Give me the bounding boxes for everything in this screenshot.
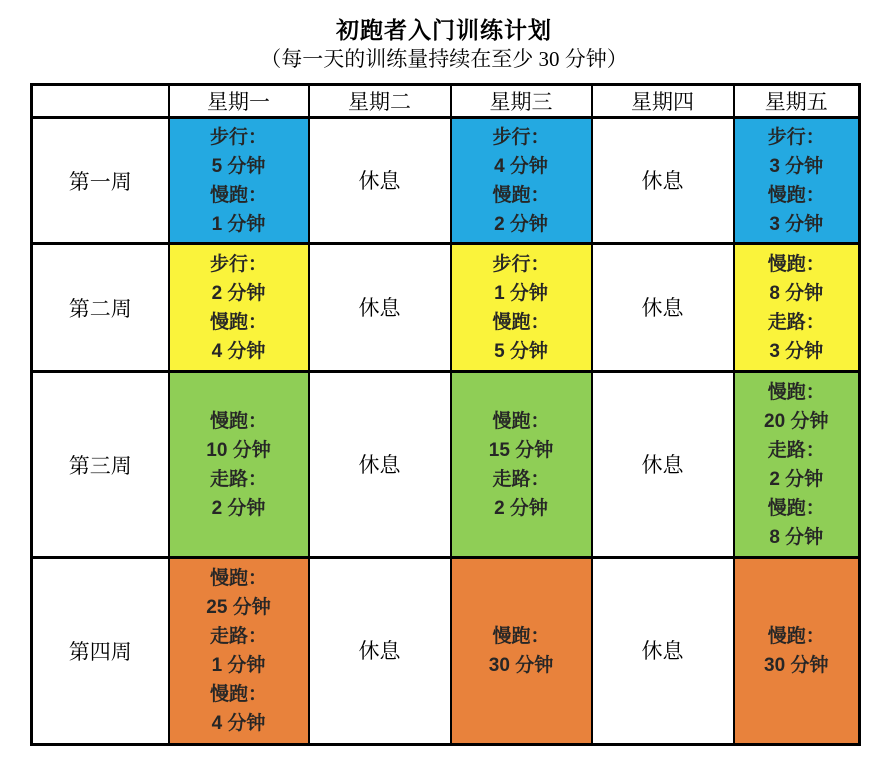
cell-line: 1 分钟 [494, 282, 548, 304]
activity-cell [169, 244, 309, 372]
cell-line: 休息 [358, 295, 401, 320]
activity-cell [451, 244, 592, 372]
day-header-monday: 星期一 [169, 85, 309, 118]
rest-cell [592, 558, 734, 745]
cell-line: 走路： [767, 311, 825, 333]
cell-line: 慢跑： [492, 184, 550, 206]
activity-cell [169, 558, 309, 745]
cell-line: 步行： [767, 126, 825, 148]
cell-line: 走路： [492, 468, 550, 490]
cell-line: 3 分钟 [769, 213, 824, 235]
activity-cell [734, 558, 860, 745]
cell-line: 慢跑： [767, 381, 825, 403]
cell-line: 15 分钟 [488, 439, 554, 461]
activity-cell [734, 372, 860, 558]
cell-line: 25 分钟 [206, 597, 271, 618]
day-header-thursday: 星期四 [592, 85, 734, 118]
cell-line: 休息 [641, 168, 684, 193]
cell-line: 慢跑： [209, 410, 267, 432]
table-body [32, 118, 860, 745]
cell-line: 3 分钟 [769, 340, 824, 362]
cell-line: 1 分钟 [211, 213, 266, 235]
rest-cell [309, 372, 451, 558]
cell-line: 8 分钟 [769, 282, 824, 304]
rest-cell [309, 558, 451, 745]
cell-line: 慢跑： [767, 184, 825, 206]
day-header-friday: 星期五 [734, 85, 860, 118]
cell-line: 慢跑： [209, 311, 267, 333]
activity-cell [169, 118, 309, 244]
cell-line: 8 分钟 [769, 526, 824, 548]
rest-cell [592, 118, 734, 244]
activity-cell [734, 118, 860, 244]
cell-line: 休息 [358, 168, 401, 193]
cell-line: 3 分钟 [769, 155, 824, 177]
cell-line: 2 分钟 [769, 468, 824, 490]
table-row [32, 244, 860, 372]
cell-line: 慢跑： [767, 497, 825, 519]
cell-line: 慢跑： [209, 184, 267, 206]
activity-cell [451, 372, 592, 558]
cell-line: 2 分钟 [494, 213, 548, 235]
cell-line: 步行： [209, 126, 267, 148]
cell-line: 慢跑： [767, 253, 825, 275]
activity-cell [734, 244, 860, 372]
cell-line: 慢跑： [209, 568, 267, 589]
day-header-wednesday: 星期三 [451, 85, 592, 118]
rest-cell [592, 244, 734, 372]
cell-line: 休息 [358, 639, 401, 663]
week-label: 第二周 [32, 244, 169, 372]
rest-cell [592, 372, 734, 558]
cell-line: 慢跑： [492, 626, 550, 647]
cell-line: 4 分钟 [211, 713, 266, 734]
cell-line: 1 分钟 [211, 655, 266, 676]
cell-line: 慢跑： [492, 311, 550, 333]
cell-line: 步行： [209, 253, 267, 275]
rest-cell [309, 118, 451, 244]
day-header-tuesday: 星期二 [309, 85, 451, 118]
week-label: 第三周 [32, 372, 169, 558]
cell-line: 步行： [492, 253, 550, 275]
cell-line: 休息 [641, 639, 684, 663]
activity-cell [451, 118, 592, 244]
activity-cell [451, 558, 592, 745]
activity-cell [169, 372, 309, 558]
page-subtitle: （每一天的训练量持续在至少 30 分钟） [260, 47, 628, 71]
cell-line: 5 分钟 [211, 155, 266, 177]
cell-line: 20 分钟 [764, 410, 829, 432]
cell-line: 5 分钟 [494, 340, 548, 362]
cell-line: 10 分钟 [206, 439, 271, 461]
cell-line: 休息 [641, 452, 684, 477]
cell-line: 30 分钟 [488, 655, 554, 676]
cell-line: 慢跑： [209, 684, 267, 705]
header-row [32, 85, 860, 118]
cell-line: 2 分钟 [211, 282, 266, 304]
cell-line: 4 分钟 [211, 340, 266, 362]
page-title: 初跑者入门训练计划 [336, 17, 552, 43]
cell-line: 慢跑： [492, 410, 550, 432]
week-label: 第四周 [32, 558, 169, 745]
cell-line: 走路： [209, 468, 267, 490]
cell-line: 走路： [767, 439, 825, 461]
cell-line: 步行： [492, 126, 550, 148]
cell-line: 2 分钟 [211, 497, 266, 519]
rest-cell [309, 244, 451, 372]
training-table [30, 83, 861, 746]
cell-line: 4 分钟 [494, 155, 548, 177]
table-row [32, 372, 860, 558]
cell-line: 休息 [641, 295, 684, 320]
cell-line: 休息 [358, 452, 401, 477]
table-row [32, 558, 860, 745]
cell-line: 30 分钟 [764, 655, 829, 676]
corner-cell [32, 85, 169, 118]
week-label: 第一周 [32, 118, 169, 244]
table-row [32, 118, 860, 244]
cell-line: 慢跑： [767, 626, 825, 647]
cell-line: 2 分钟 [494, 497, 548, 519]
cell-line: 走路： [209, 626, 267, 647]
